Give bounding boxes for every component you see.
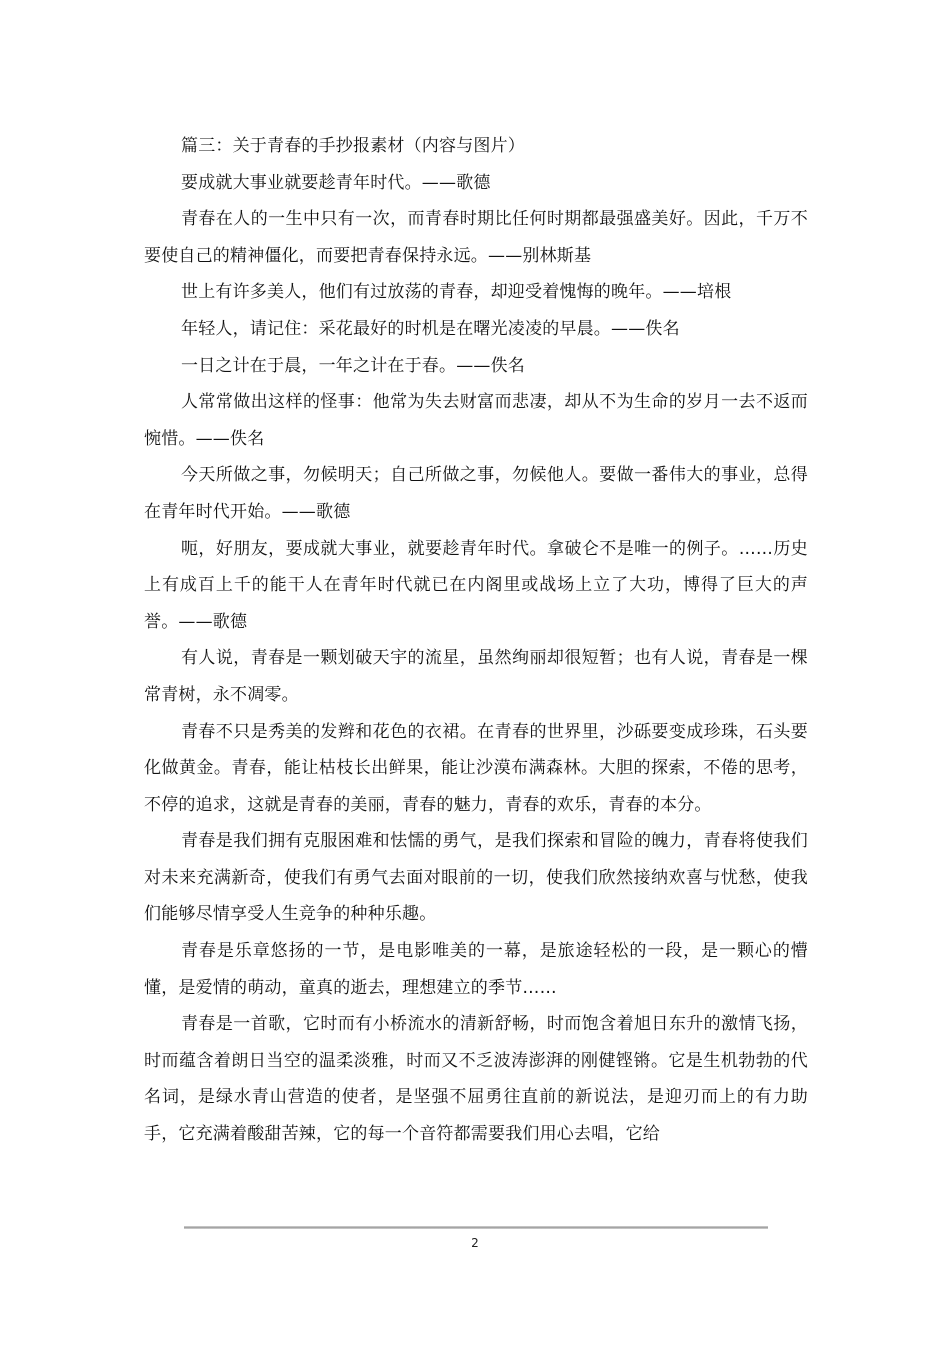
quote-paragraph: 人常常做出这样的怪事：他常为失去财富而悲凄，却从不为生命的岁月一去不返而惋惜。——佚名 (144, 392, 808, 449)
quote-paragraph: 世上有许多美人，他们有过放荡的青春，却迎受着愧悔的晚年。——培根 (181, 282, 732, 303)
quote-paragraph: 今天所做之事，勿候明天；自己所做之事，勿候他人。要做一番伟大的事业，总得在青年时代开始。——歌德 (144, 465, 808, 522)
quote-paragraph: 呃，好朋友，要成就大事业，就要趁青年时代。拿破仑不是唯一的例子。……历史上有成百上千的能干人在青年时代就已在内阁里或战场上立了大功，博得了巨大的声誉。——歌德 (144, 538, 808, 632)
body-paragraph: 青春是我们拥有克服困难和怯懦的勇气，是我们探索和冒险的魄力，青春将使我们对未来充满新奇，使我们有勇气去面对眼前的一切，使我们欣然接纳欢喜与忧愁，使我们能够尽情享受人生竞争的种种乐趣。 (144, 831, 808, 925)
page-number: 2 (471, 1236, 479, 1250)
document-body (144, 128, 808, 1153)
quote-paragraph: 年轻人，请记住：采花最好的时机是在曙光凌凌的早晨。——佚名 (181, 318, 680, 339)
body-paragraph: 有人说，青春是一颗划破天宇的流星，虽然绚丽却很短暂；也有人说，青春是一棵常青树，永不凋零。 (144, 648, 808, 705)
body-paragraph: 青春不只是秀美的发辫和花色的衣裙。在青春的世界里，沙砾要变成珍珠，石头要化做黄金。青春，能让枯枝长出鲜果，能让沙漠布满森林。大胆的探索，不倦的思考，不停的追求，这就是青春的美丽，青春的魅力，青春的欢乐，青春的本分。 (144, 721, 808, 815)
quote-paragraph: 要成就大事业就要趁青年时代。——歌德 (181, 172, 491, 193)
quote-paragraph: 青春在人的一生中只有一次，而青春时期比任何时期都最强盛美好。因此，千万不要使自己的精神僵化，而要把青春保持永远。——别林斯基 (144, 209, 808, 266)
quote-paragraph: 一日之计在于晨，一年之计在于春。——佚名 (181, 355, 525, 376)
section-heading: 篇三：关于青春的手抄报素材（内容与图片） (181, 136, 525, 156)
footer-divider (184, 1226, 768, 1229)
body-paragraph: 青春是一首歌，它时而有小桥流水的清新舒畅，时而饱含着旭日东升的激情飞扬，时而蕴含着朗日当空的温柔淡雅，时而又不乏波涛澎湃的刚健铿锵。它是生机勃勃的代名词，是绿水青山营造的使者，是坚强不屈勇往直前的新说法，是迎刃而上的有力助手，它充满着酸甜苦辣，它的每一个音符都需要我们用心去唱，它给 (144, 1014, 808, 1145)
body-paragraph: 青春是乐章悠扬的一节，是电影唯美的一幕，是旅途轻松的一段，是一颗心的懵懂，是爱情的萌动，童真的逝去，理想建立的季节…… (144, 941, 808, 998)
